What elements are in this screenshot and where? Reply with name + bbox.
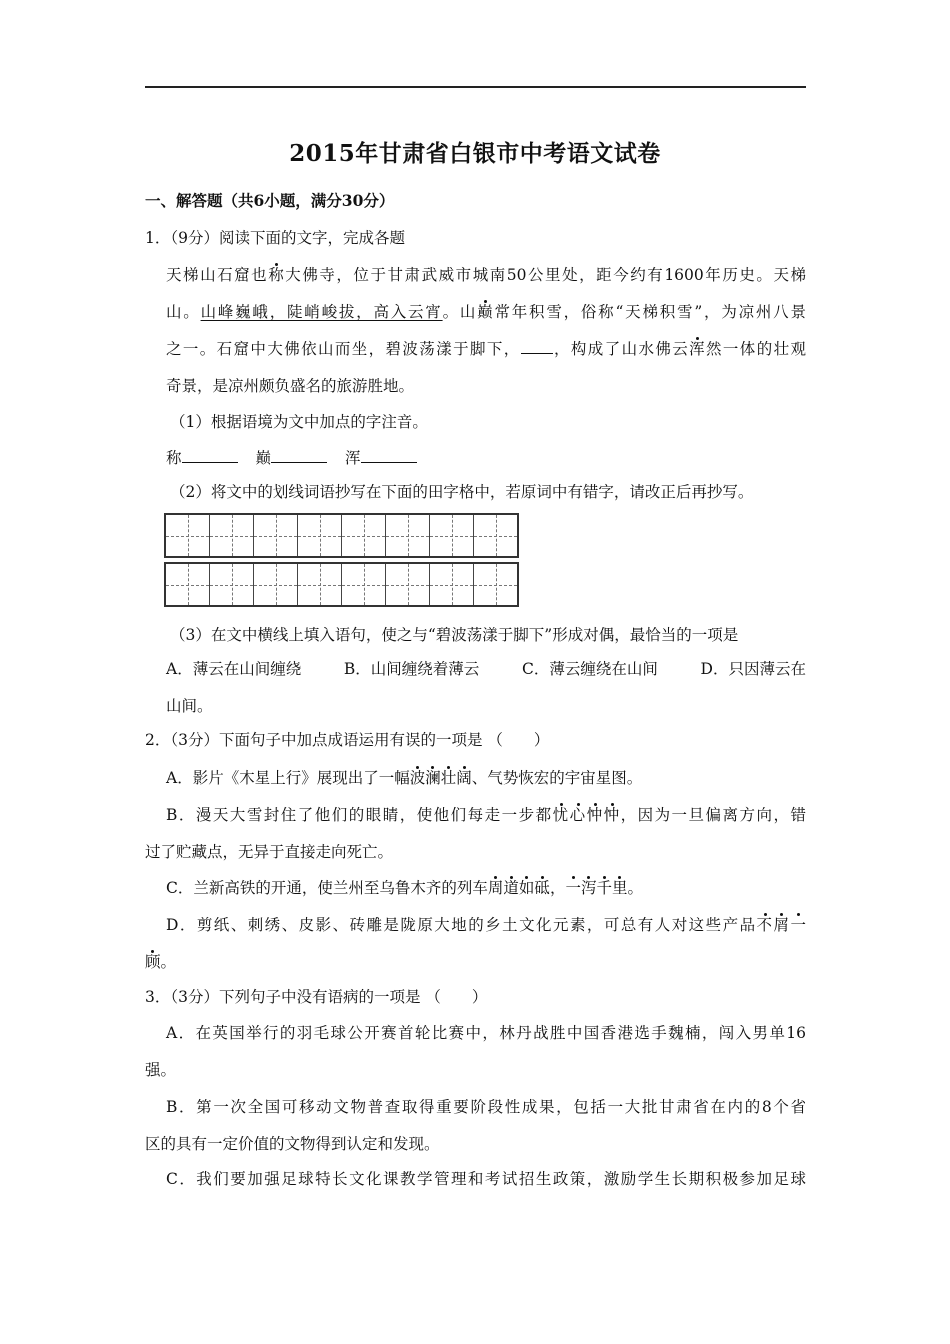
grid-cell bbox=[166, 564, 210, 605]
dotted-idiom-c1 bbox=[488, 879, 550, 897]
dotted-char: 砥 bbox=[534, 879, 550, 897]
q1-pinyin-row: 称 巅 浑 bbox=[166, 447, 417, 469]
q3-option-b-cont: 区的具有一定价值的文物得到认定和发现。 bbox=[145, 1135, 440, 1153]
dotted-char: 波 bbox=[409, 769, 426, 787]
tianzige-grid-row-2 bbox=[164, 562, 519, 607]
dotted-char-hun: 浑 bbox=[689, 340, 707, 358]
q1-option-d: D．只因薄云在 bbox=[700, 660, 806, 678]
q3-option-a: A．在英国举行的羽毛球公开赛首轮比赛中，林丹战胜中国香港选手魏楠，闯入男单16 bbox=[166, 1024, 806, 1042]
q1-option-a: A．薄云在山间缠绕 bbox=[166, 660, 302, 678]
grid-cell bbox=[254, 515, 298, 556]
dotted-char: 不 bbox=[756, 916, 774, 934]
dotted-char: 顾 bbox=[145, 953, 161, 971]
q3-option-c: C．我们要加强足球特长文化课教学管理和考试招生政策，激励学生长期积极参加足球 bbox=[166, 1170, 806, 1188]
q2-option-d: D．剪纸、刺绣、皮影、砖雕是陇原大地的乡土文化元素，可总有人对这些产品不屑一 bbox=[166, 916, 806, 934]
grid-cell bbox=[386, 564, 430, 605]
dotted-char: 忡 bbox=[603, 806, 621, 824]
grid-cell bbox=[386, 515, 430, 556]
grid-cell bbox=[210, 564, 254, 605]
underlined-phrase: 山峰巍峨，陡峭峻拔，高入云宵 bbox=[200, 303, 443, 321]
dotted-char: 一 bbox=[790, 916, 806, 934]
dotted-idiom-c2 bbox=[565, 879, 627, 897]
tianzige-grid-row-1 bbox=[164, 513, 519, 558]
dotted-char: 阔 bbox=[456, 769, 472, 787]
grid-cell bbox=[254, 564, 298, 605]
q1-options-row bbox=[166, 658, 806, 680]
q3-option-b: B．第一次全国可移动文物普查取得重要阶段性成果，包括一大批甘肃省在内的8个省 bbox=[166, 1098, 806, 1116]
pinyin-blank-1 bbox=[182, 448, 238, 463]
grid-cell bbox=[430, 564, 474, 605]
q2-option-c: C．兰新高铁的开通，使兰州至乌鲁木齐的列车周道如砥，一泻千里。 bbox=[166, 879, 644, 897]
dotted-idiom-d-end bbox=[145, 953, 161, 971]
fill-blank bbox=[521, 339, 553, 354]
grid-cell bbox=[210, 515, 254, 556]
q2-option-b-cont: 过了贮藏点，无异于直接走向死亡。 bbox=[145, 843, 394, 861]
q1-sub3: （3）在文中横线上填入语句，使之与“碧波荡漾于脚下”形成对偶，最恰当的一项是 bbox=[170, 626, 739, 644]
dotted-char: 千 bbox=[596, 879, 612, 897]
dotted-char-dian: 巅 bbox=[477, 303, 495, 321]
grid-cell bbox=[166, 515, 210, 556]
dotted-char: 泻 bbox=[580, 879, 597, 897]
grid-cell bbox=[474, 515, 517, 556]
dotted-char: 如 bbox=[518, 879, 535, 897]
dotted-idiom-a bbox=[410, 769, 472, 787]
header-rule bbox=[145, 86, 806, 88]
grid-cell bbox=[298, 515, 342, 556]
q3-option-a-cont: 强。 bbox=[145, 1061, 177, 1079]
q1-heading: 1．（9分）阅读下面的文字，完成各题 bbox=[145, 229, 405, 247]
dotted-idiom-b bbox=[553, 806, 621, 824]
q2-heading: 2．（3分）下面句子中加点成语运用有误的一项是 （ ） bbox=[145, 731, 550, 749]
dotted-char: 周 bbox=[487, 879, 504, 897]
q1-passage-line-2: 山。山峰巍峨，陡峭峻拔，高入云宵。山巅常年积雪，俗称“天梯积雪”，为凉州八景 bbox=[166, 303, 806, 321]
dotted-char: 壮 bbox=[440, 769, 457, 787]
q1-passage-line-3: 之一。石窟中大佛依山而坐，碧波荡漾于脚下， ，构成了山水佛云浑然一体的壮观 bbox=[166, 340, 806, 358]
q2-option-d-cont: 顾。 bbox=[145, 953, 177, 971]
q3-heading: 3．（3分）下列句子中没有语病的一项是 （ ） bbox=[145, 988, 488, 1006]
dotted-char: 屑 bbox=[773, 916, 791, 934]
dotted-char: 一 bbox=[565, 879, 581, 897]
pinyin-blank-2 bbox=[271, 448, 327, 463]
grid-cell bbox=[430, 515, 474, 556]
q1-option-b: B．山间缠绕着薄云 bbox=[343, 660, 480, 678]
q2-option-b: B．漫天大雪封住了他们的眼睛，使他们每走一步都忧心忡忡，因为一旦偏离方向，错 bbox=[166, 806, 806, 824]
pinyin-blank-3 bbox=[361, 448, 417, 463]
grid-cell bbox=[474, 564, 517, 605]
q1-option-d-cont: 山间。 bbox=[166, 697, 213, 715]
dotted-char: 忧 bbox=[552, 806, 570, 824]
dotted-char: 忡 bbox=[586, 806, 604, 824]
section-heading: 一、解答题（共6小题，满分30分） bbox=[145, 191, 395, 210]
dotted-char: 澜 bbox=[425, 769, 441, 787]
q1-passage-line-1: 天梯山石窟也称大佛寺，位于甘肃武威市城南50公里处，距今约有1600年历史。天梯 bbox=[166, 266, 806, 284]
grid-cell bbox=[342, 515, 386, 556]
dotted-char: 心 bbox=[569, 806, 587, 824]
dotted-char: 道 bbox=[503, 879, 519, 897]
q2-option-a: A．影片《木星上行》展现出了一幅波澜壮阔、气势恢宏的宇宙星图。 bbox=[166, 769, 643, 787]
dotted-char-cheng: 称 bbox=[268, 266, 286, 284]
q1-sub1: （1）根据语境为文中加点的字注音。 bbox=[170, 413, 428, 431]
dotted-idiom-d bbox=[757, 916, 806, 934]
grid-cell bbox=[342, 564, 386, 605]
q1-passage-line-4: 奇景，是凉州颇负盛名的旅游胜地。 bbox=[166, 377, 415, 395]
q1-option-c: C．薄云缠绕在山间 bbox=[521, 660, 658, 678]
q1-sub2: （2）将文中的划线词语抄写在下面的田字格中，若原词中有错字，请改正后再抄写。 bbox=[170, 483, 754, 501]
page-title: 2015年甘肃省白银市中考语文试卷 bbox=[289, 140, 661, 167]
grid-cell bbox=[298, 564, 342, 605]
dotted-char: 里 bbox=[612, 879, 628, 897]
